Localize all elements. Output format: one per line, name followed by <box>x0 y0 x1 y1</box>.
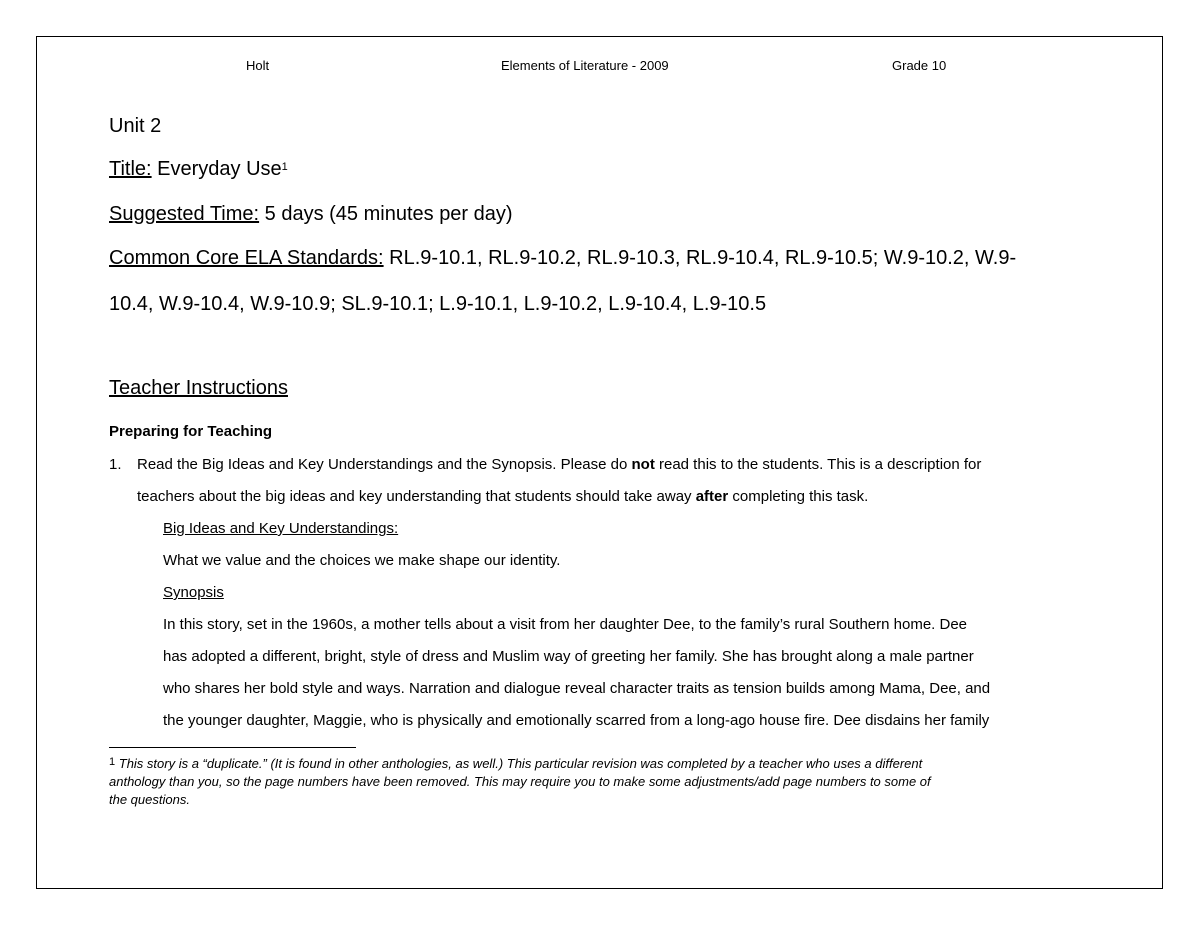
header-publisher: Holt <box>246 58 270 73</box>
footnote <box>109 755 1069 809</box>
synopsis-label: Synopsis <box>163 584 224 601</box>
unit-label: Unit 2 <box>109 115 162 137</box>
footnote-line: anthology than you, so the page numbers have been removed. This may require you to make some adjustments/add page numbers to some of <box>109 774 931 789</box>
text-run: teachers about the big ideas and key understanding that students should take away <box>137 488 696 505</box>
emphasis-after: after <box>695 488 729 505</box>
title-label: Title: <box>109 158 152 180</box>
suggested-time-line <box>109 202 513 226</box>
footnote-line: This story is a “duplicate.” (It is found in other anthologies, as well.) This particular revision was completed by a teacher who uses a different <box>118 756 923 771</box>
standards-line-1 <box>109 246 1016 270</box>
text-run: read this to the students. This is a description for <box>654 456 982 473</box>
instruction-line-1 <box>137 449 981 481</box>
title-value: Everyday Use <box>157 158 282 180</box>
suggested-time-label: Suggested Time: <box>109 203 260 225</box>
standards-label: Common Core ELA Standards: <box>109 247 384 269</box>
list-number: 1. <box>109 456 122 473</box>
instruction-line-2 <box>137 481 868 513</box>
big-ideas-label: Big Ideas and Key Understandings: <box>163 520 399 537</box>
footnote-separator <box>109 747 356 748</box>
teacher-instructions-heading: Teacher Instructions <box>109 377 288 399</box>
text-run: completing this task. <box>728 488 869 505</box>
synopsis-line: has adopted a different, bright, style of dress and Muslim way of greeting her family. She has brought along a male partner <box>163 648 974 665</box>
footnote-ref: 1 <box>281 161 288 173</box>
standards-values-2: 10.4, W.9-10.4, W.9-10.9; SL.9-10.1; L.9-10.1, L.9-10.2, L.9-10.4, L.9-10.5 <box>109 293 767 315</box>
synopsis-line: the younger daughter, Maggie, who is physically and emotionally scarred from a long-ago house fire. Dee disdains her family <box>163 712 990 729</box>
standards-values-1: RL.9-10.1, RL.9-10.2, RL.9-10.3, RL.9-10.4, RL.9-10.5; W.9-10.2, W.9- <box>389 247 1017 269</box>
header-grade: Grade 10 <box>892 58 947 73</box>
footnote-line: the questions. <box>109 792 190 807</box>
suggested-time-value: 5 days (45 minutes per day) <box>264 203 513 225</box>
footnote-marker: 1 <box>109 756 116 768</box>
text-run: Read the Big Ideas and Key Understandings and the Synopsis. Please do <box>137 456 632 473</box>
synopsis-line: In this story, set in the 1960s, a mother tells about a visit from her daughter Dee, to the family’s rural Southern home. Dee <box>163 616 968 633</box>
synopsis-line: who shares her bold style and ways. Narration and dialogue reveal character traits as tension builds among Mama, Dee, and <box>163 680 991 697</box>
title-line <box>109 157 288 181</box>
preparing-for-teaching-heading: Preparing for Teaching <box>109 423 273 440</box>
header-textbook: Elements of Literature - 2009 <box>501 58 669 73</box>
big-ideas-text: What we value and the choices we make shape our identity. <box>163 552 561 569</box>
emphasis-not: not <box>631 456 655 473</box>
